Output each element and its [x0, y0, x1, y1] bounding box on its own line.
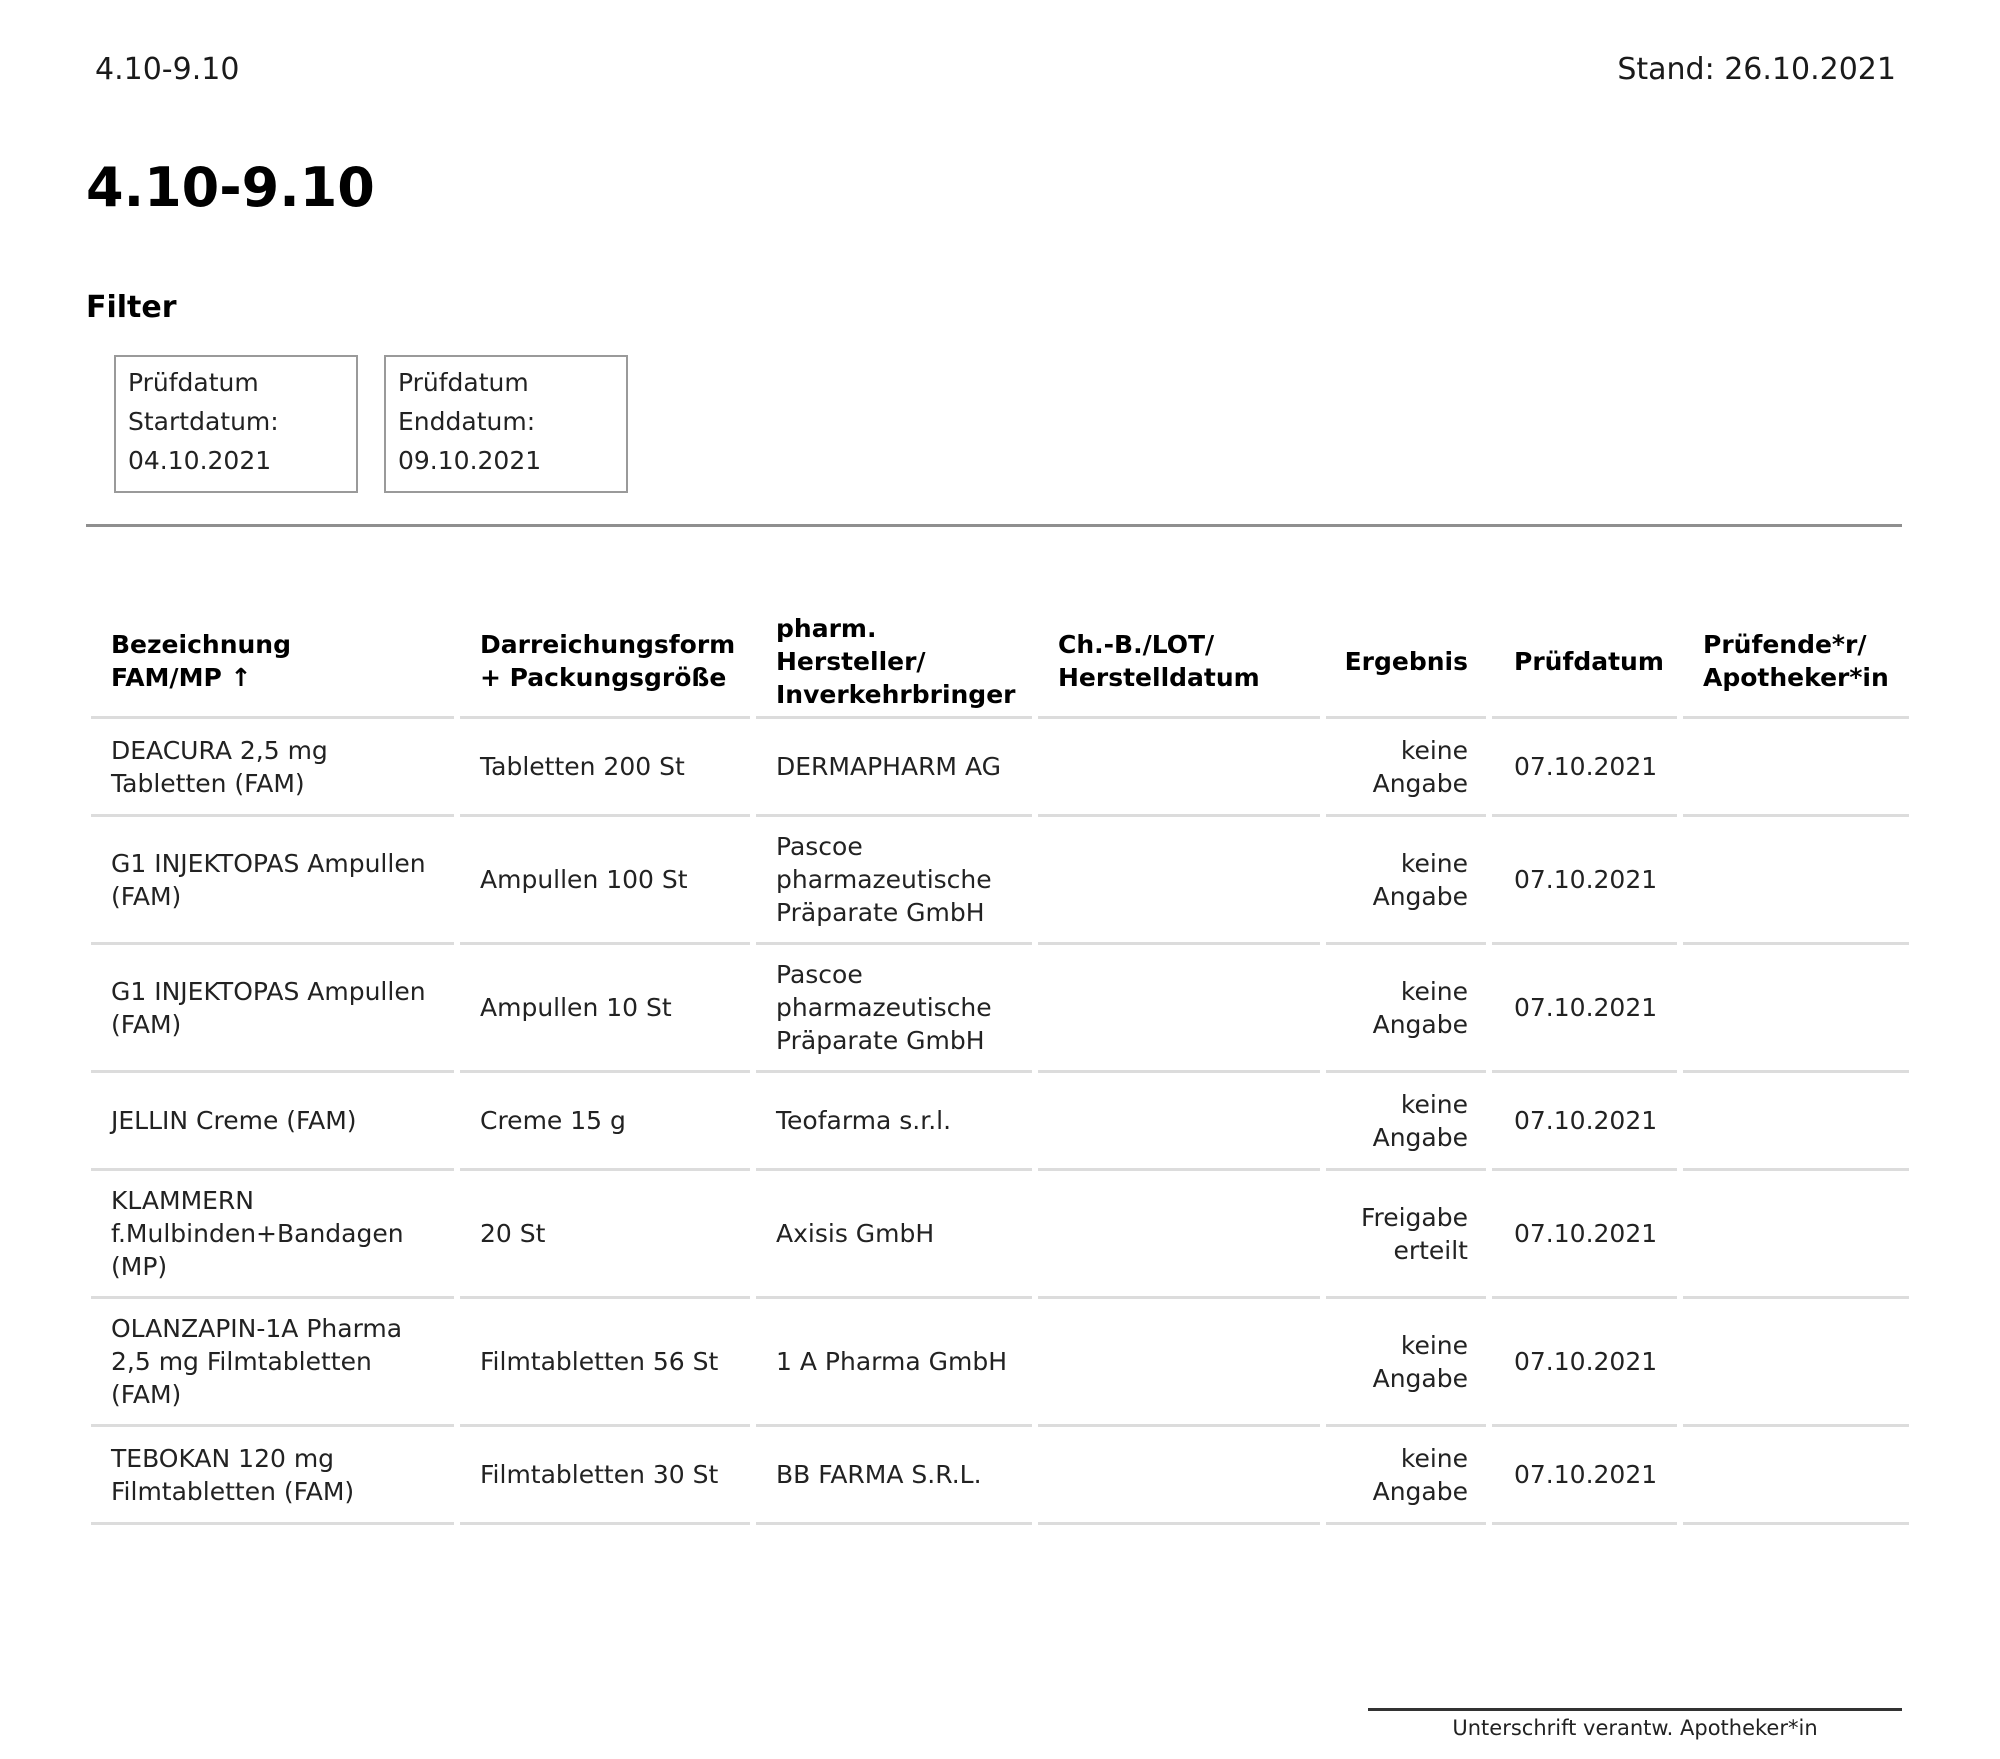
header-line: Prüfdatum — [1514, 646, 1664, 676]
cell-charge — [1038, 719, 1320, 817]
cell-charge — [1038, 1299, 1320, 1427]
header-line: Herstelldatum — [1058, 663, 1260, 692]
cell-hersteller — [756, 719, 1032, 817]
cell-line: Präparate GmbH — [776, 1026, 985, 1055]
cell-line: Axisis GmbH — [776, 1219, 935, 1248]
cell-line: Angabe — [1372, 1476, 1468, 1506]
header-line: Apotheker*in — [1703, 663, 1889, 692]
cell-darreichung — [460, 945, 750, 1073]
cell-hersteller — [756, 945, 1032, 1073]
cell-hersteller — [756, 817, 1032, 945]
cell-bezeichnung — [91, 719, 454, 817]
cell-pruefende — [1683, 1427, 1909, 1525]
cell-line: Pascoe — [776, 960, 863, 989]
header-line: Ch.-B./LOT/ — [1058, 630, 1215, 659]
filter-end-label-2: Enddatum: — [398, 407, 536, 436]
cell-line: Ampullen 10 St — [480, 993, 672, 1022]
table-row — [91, 719, 1909, 817]
cell-pruefende — [1683, 817, 1909, 945]
cell-line: Filmtabletten 56 St — [480, 1347, 719, 1376]
filter-start-date — [114, 355, 358, 493]
cell-line: keine — [1400, 976, 1468, 1006]
cell-ergebnis — [1326, 719, 1486, 817]
cell-line: Teofarma s.r.l. — [776, 1106, 952, 1135]
cell-line: 07.10.2021 — [1514, 865, 1658, 894]
cell-line: keine — [1400, 848, 1468, 878]
cell-line: (FAM) — [111, 1380, 182, 1409]
cell-line: (MP) — [111, 1252, 168, 1281]
cell-pruefende — [1683, 1171, 1909, 1299]
cell-line: pharmazeutische — [776, 993, 992, 1022]
header-line: Hersteller/ — [776, 646, 926, 676]
filter-heading: Filter — [86, 290, 177, 325]
cell-line: DEACURA 2,5 mg — [111, 735, 328, 765]
header-line: Inverkehrbringer — [776, 679, 1016, 709]
col-header-ergebnis — [1326, 600, 1486, 719]
cell-line: 20 St — [480, 1219, 546, 1248]
filter-start-value: 04.10.2021 — [128, 446, 272, 475]
cell-line: BB FARMA S.R.L. — [776, 1460, 982, 1489]
cell-darreichung — [460, 1427, 750, 1525]
cell-line: (FAM) — [111, 1009, 182, 1039]
filter-start-label-1: Prüfdatum — [128, 368, 259, 397]
cell-line: keine — [1400, 1089, 1468, 1119]
table-row — [91, 817, 1909, 945]
cell-line: 1 A Pharma GmbH — [776, 1347, 1007, 1376]
inspection-table — [91, 600, 1897, 1525]
cell-line: Ampullen 100 St — [480, 865, 688, 894]
header-line: Bezeichnung — [111, 630, 291, 659]
cell-bezeichnung — [91, 1427, 454, 1525]
cell-line: 07.10.2021 — [1514, 1219, 1658, 1248]
table-row — [91, 1427, 1909, 1525]
cell-darreichung — [460, 1299, 750, 1427]
cell-line: KLAMMERN — [111, 1186, 255, 1215]
cell-ergebnis — [1326, 817, 1486, 945]
cell-pruefende — [1683, 719, 1909, 817]
cell-line: erteilt — [1393, 1235, 1468, 1265]
cell-line: pharmazeutische — [776, 865, 992, 894]
filter-start-label-2: Startdatum: — [128, 407, 279, 436]
cell-ergebnis — [1326, 1073, 1486, 1171]
cell-line: 07.10.2021 — [1514, 1106, 1658, 1135]
table-row — [91, 1171, 1909, 1299]
cell-pruefende — [1683, 1299, 1909, 1427]
header-report-range: 4.10-9.10 — [95, 52, 240, 87]
cell-ergebnis — [1326, 945, 1486, 1073]
cell-pruefende — [1683, 945, 1909, 1073]
cell-line: G1 INJEKTOPAS Ampullen — [111, 976, 426, 1006]
table-body — [91, 719, 1909, 1525]
cell-line: 2,5 mg Filmtabletten — [111, 1347, 372, 1376]
cell-line: keine — [1400, 1330, 1468, 1360]
cell-pruefdatum — [1492, 719, 1677, 817]
cell-line: Tabletten 200 St — [480, 752, 685, 781]
cell-pruefdatum — [1492, 1427, 1677, 1525]
cell-line: Angabe — [1372, 1009, 1468, 1039]
cell-bezeichnung — [91, 817, 454, 945]
cell-bezeichnung — [91, 1073, 454, 1171]
cell-pruefdatum — [1492, 1073, 1677, 1171]
cell-line: Filmtabletten 30 St — [480, 1460, 719, 1489]
cell-ergebnis — [1326, 1299, 1486, 1427]
signature-line — [1368, 1708, 1902, 1711]
header-line: Ergebnis — [1344, 646, 1468, 676]
cell-darreichung — [460, 719, 750, 817]
col-header-charge — [1038, 600, 1320, 719]
cell-charge — [1038, 945, 1320, 1073]
cell-line: keine — [1400, 1443, 1468, 1473]
cell-line: Filmtabletten (FAM) — [111, 1476, 355, 1506]
cell-charge — [1038, 1073, 1320, 1171]
filter-end-date — [384, 355, 628, 493]
filter-end-value: 09.10.2021 — [398, 446, 542, 475]
col-header-hersteller — [756, 600, 1032, 719]
cell-charge — [1038, 1171, 1320, 1299]
cell-bezeichnung — [91, 1299, 454, 1427]
cell-line: TEBOKAN 120 mg — [111, 1443, 335, 1473]
cell-hersteller — [756, 1299, 1032, 1427]
cell-line: (FAM) — [111, 881, 182, 911]
cell-line: Angabe — [1372, 881, 1468, 911]
cell-darreichung — [460, 1171, 750, 1299]
cell-charge — [1038, 817, 1320, 945]
header-status-date: Stand: 26.10.2021 — [1617, 52, 1896, 87]
cell-hersteller — [756, 1073, 1032, 1171]
cell-line: f.Mulbinden+Bandagen — [111, 1219, 404, 1248]
cell-line: OLANZAPIN-1A Pharma — [111, 1314, 403, 1343]
header-line: FAM/MP ↑ — [111, 663, 252, 692]
cell-charge — [1038, 1427, 1320, 1525]
col-header-pruefende — [1683, 600, 1909, 719]
cell-line: 07.10.2021 — [1514, 1347, 1658, 1376]
header-line: pharm. — [776, 613, 877, 643]
cell-ergebnis — [1326, 1171, 1486, 1299]
cell-line: Freigabe — [1360, 1202, 1468, 1232]
cell-line: Tabletten (FAM) — [111, 768, 305, 798]
table-row — [91, 945, 1909, 1073]
cell-darreichung — [460, 817, 750, 945]
cell-bezeichnung — [91, 1171, 454, 1299]
header-line: Prüfende*r/ — [1703, 630, 1867, 659]
cell-pruefdatum — [1492, 817, 1677, 945]
cell-line: 07.10.2021 — [1514, 993, 1658, 1022]
cell-line: 07.10.2021 — [1514, 1460, 1658, 1489]
cell-line: Angabe — [1372, 1122, 1468, 1152]
col-header-pruefdatum — [1492, 600, 1677, 719]
cell-line: Angabe — [1372, 1363, 1468, 1393]
table-row — [91, 1073, 1909, 1171]
cell-line: G1 INJEKTOPAS Ampullen — [111, 848, 426, 878]
section-divider — [86, 524, 1902, 527]
cell-hersteller — [756, 1171, 1032, 1299]
cell-darreichung — [460, 1073, 750, 1171]
cell-line: Angabe — [1372, 768, 1468, 798]
cell-pruefdatum — [1492, 1171, 1677, 1299]
cell-line: Pascoe — [776, 832, 863, 861]
header-line: + Packungsgröße — [480, 663, 727, 692]
cell-pruefdatum — [1492, 1299, 1677, 1427]
header-line: Darreichungsform — [480, 630, 736, 659]
cell-pruefende — [1683, 1073, 1909, 1171]
col-header-bezeichnung[interactable] — [91, 600, 454, 719]
cell-line: JELLIN Creme (FAM) — [111, 1106, 357, 1135]
cell-line: keine — [1400, 735, 1468, 765]
page-title: 4.10-9.10 — [86, 156, 375, 219]
table-header-row — [91, 600, 1909, 719]
filter-end-label-1: Prüfdatum — [398, 368, 529, 397]
cell-pruefdatum — [1492, 945, 1677, 1073]
cell-line: Creme 15 g — [480, 1106, 626, 1135]
cell-hersteller — [756, 1427, 1032, 1525]
signature-label: Unterschrift verantw. Apotheker*in — [1452, 1716, 1818, 1740]
cell-line: DERMAPHARM AG — [776, 752, 1001, 781]
table-row — [91, 1299, 1909, 1427]
cell-ergebnis — [1326, 1427, 1486, 1525]
cell-bezeichnung — [91, 945, 454, 1073]
cell-line: 07.10.2021 — [1514, 752, 1658, 781]
col-header-darreichung — [460, 600, 750, 719]
cell-line: Präparate GmbH — [776, 898, 985, 927]
